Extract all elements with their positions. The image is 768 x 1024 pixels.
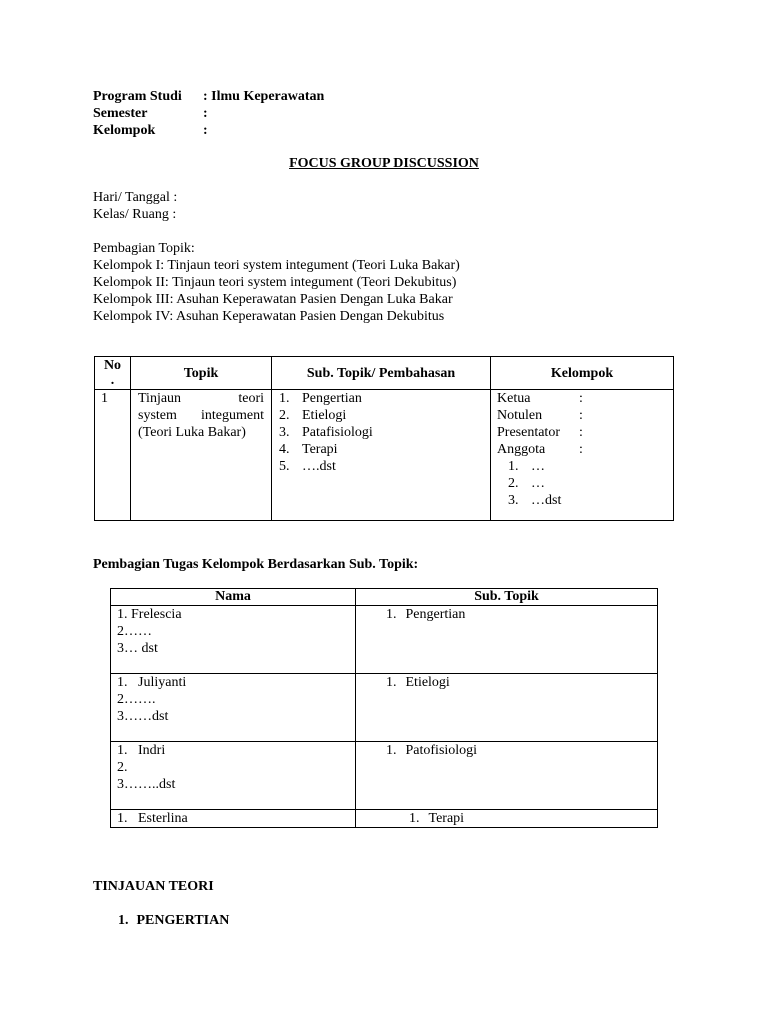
list-item bbox=[501, 492, 673, 509]
list-text: Pengertian bbox=[302, 391, 362, 406]
list-item bbox=[501, 475, 673, 492]
hari-tanggal: Hari/ Tanggal : bbox=[93, 190, 178, 205]
program-studi-value: : Ilmu Keperawatan bbox=[203, 89, 325, 104]
list-num: 2. bbox=[508, 476, 519, 491]
cell-sub-topik bbox=[356, 742, 658, 810]
role-presentator bbox=[497, 424, 673, 441]
list-text: Pengertian bbox=[405, 607, 466, 622]
nama-line: 3… dst bbox=[117, 641, 158, 656]
list-text: … bbox=[531, 459, 545, 474]
role-colon: : bbox=[579, 391, 583, 406]
kelompok-label: Kelompok bbox=[93, 123, 156, 138]
col-no-dot: . bbox=[110, 373, 115, 388]
list-text: Etielogi bbox=[405, 675, 450, 690]
role-label: Ketua bbox=[497, 391, 531, 406]
tugas-table bbox=[110, 588, 658, 828]
col-no bbox=[95, 357, 131, 390]
list-text: Terapi bbox=[428, 811, 465, 826]
role-label: Notulen bbox=[497, 408, 543, 423]
list-item bbox=[501, 458, 673, 475]
list-num: 1. bbox=[386, 743, 397, 758]
kelompok-line-1: Kelompok I: Tinjaun teori system integument (Teori Luka Bakar) bbox=[93, 258, 460, 273]
role-colon: : bbox=[579, 425, 583, 440]
list-num: 3. bbox=[508, 493, 519, 508]
list-text: …dst bbox=[531, 493, 562, 508]
list-item bbox=[272, 441, 490, 458]
pengertian-num: 1. bbox=[118, 913, 129, 928]
role-label: Anggota bbox=[497, 442, 546, 457]
list-text: Etielogi bbox=[302, 408, 347, 423]
role-colon: : bbox=[579, 408, 583, 423]
nama-line: 1. Indri bbox=[117, 743, 166, 758]
table-row bbox=[111, 742, 658, 810]
cell-no: 1 bbox=[95, 390, 131, 521]
list-item bbox=[272, 407, 490, 424]
list-num: 1. bbox=[279, 391, 290, 406]
nama-line: 1. Esterlina bbox=[117, 811, 188, 826]
topik-word-2: teori bbox=[238, 391, 264, 406]
list-num: 4. bbox=[279, 442, 290, 457]
list-num: 2. bbox=[279, 408, 290, 423]
topic-table-row bbox=[95, 390, 674, 521]
nama-line: 1. Frelescia bbox=[117, 607, 182, 622]
cell-subtopik bbox=[272, 390, 491, 521]
cell-sub-topik bbox=[356, 674, 658, 742]
topik-word-1: Tinjaun bbox=[138, 391, 182, 406]
tugas-table-header bbox=[111, 589, 658, 606]
topik-line-2 bbox=[138, 407, 264, 424]
list-text: … bbox=[531, 476, 545, 491]
semester-label: Semester bbox=[93, 106, 148, 121]
topic-table bbox=[94, 356, 674, 521]
role-label: Presentator bbox=[497, 425, 560, 440]
list-text: Patafisiologi bbox=[302, 425, 373, 440]
kelas-ruang: Kelas/ Ruang : bbox=[93, 207, 177, 222]
pengertian-heading bbox=[118, 912, 229, 929]
subtopik-list bbox=[272, 390, 490, 475]
cell-topik bbox=[131, 390, 272, 521]
pembagian-topik-heading: Pembagian Topik: bbox=[93, 241, 195, 256]
cell-nama bbox=[111, 810, 356, 828]
role-ketua bbox=[497, 390, 673, 407]
nama-line: 3……dst bbox=[117, 709, 169, 724]
col-topik: Topik bbox=[131, 357, 272, 390]
kelompok-value: : bbox=[203, 123, 208, 138]
col-no-label: No bbox=[103, 358, 122, 373]
cell-kelompok bbox=[491, 390, 674, 521]
role-anggota bbox=[497, 441, 673, 458]
cell-sub-topik bbox=[356, 606, 658, 674]
cell-nama bbox=[111, 606, 356, 674]
tinjauan-teori-heading: TINJAUAN TEORI bbox=[93, 879, 214, 894]
topik-word-4: integument bbox=[201, 408, 264, 423]
nama-line: 1. Juliyanti bbox=[117, 675, 187, 690]
nama-line: 3……..dst bbox=[117, 777, 176, 792]
anggota-list bbox=[501, 458, 673, 509]
pengertian-text: PENGERTIAN bbox=[136, 913, 230, 928]
col-sub-topik: Sub. Topik bbox=[356, 589, 658, 606]
topik-line-3: (Teori Luka Bakar) bbox=[138, 425, 246, 440]
topik-word-3: system bbox=[138, 408, 177, 423]
list-text: Terapi bbox=[302, 442, 338, 457]
list-text: ….dst bbox=[302, 459, 336, 474]
topik-line-1 bbox=[138, 390, 264, 407]
table-row bbox=[111, 674, 658, 742]
table-row bbox=[111, 606, 658, 674]
cell-sub-topik bbox=[356, 810, 658, 828]
list-item bbox=[272, 458, 490, 475]
table-row bbox=[111, 810, 658, 828]
cell-nama bbox=[111, 674, 356, 742]
col-kelompok: Kelompok bbox=[491, 357, 674, 390]
page-title: FOCUS GROUP DISCUSSION bbox=[289, 156, 479, 171]
list-num: 5. bbox=[279, 459, 290, 474]
tugas-heading: Pembagian Tugas Kelompok Berdasarkan Sub. Topik: bbox=[93, 557, 419, 572]
program-studi-label: Program Studi bbox=[93, 89, 182, 104]
list-num: 1. bbox=[409, 811, 420, 826]
role-notulen bbox=[497, 407, 673, 424]
semester-value: : bbox=[203, 106, 208, 121]
nama-line: 2……. bbox=[117, 692, 156, 707]
nama-line: 2…… bbox=[117, 624, 152, 639]
list-num: 3. bbox=[279, 425, 290, 440]
list-num: 1. bbox=[386, 675, 397, 690]
list-num: 1. bbox=[508, 459, 519, 474]
kelompok-line-3: Kelompok III: Asuhan Keperawatan Pasien Dengan Luka Bakar bbox=[93, 292, 453, 307]
col-nama: Nama bbox=[111, 589, 356, 606]
role-colon: : bbox=[579, 442, 583, 457]
col-subtopik: Sub. Topik/ Pembahasan bbox=[272, 357, 491, 390]
list-item bbox=[272, 390, 490, 407]
cell-nama bbox=[111, 742, 356, 810]
kelompok-line-4: Kelompok IV: Asuhan Keperawatan Pasien Dengan Dekubitus bbox=[93, 309, 445, 324]
list-text: Patofisiologi bbox=[405, 743, 478, 758]
topic-table-header bbox=[95, 357, 674, 390]
list-num: 1. bbox=[386, 607, 397, 622]
nama-line: 2. bbox=[117, 760, 128, 775]
list-item bbox=[272, 424, 490, 441]
kelompok-line-2: Kelompok II: Tinjaun teori system integument (Teori Dekubitus) bbox=[93, 275, 457, 290]
